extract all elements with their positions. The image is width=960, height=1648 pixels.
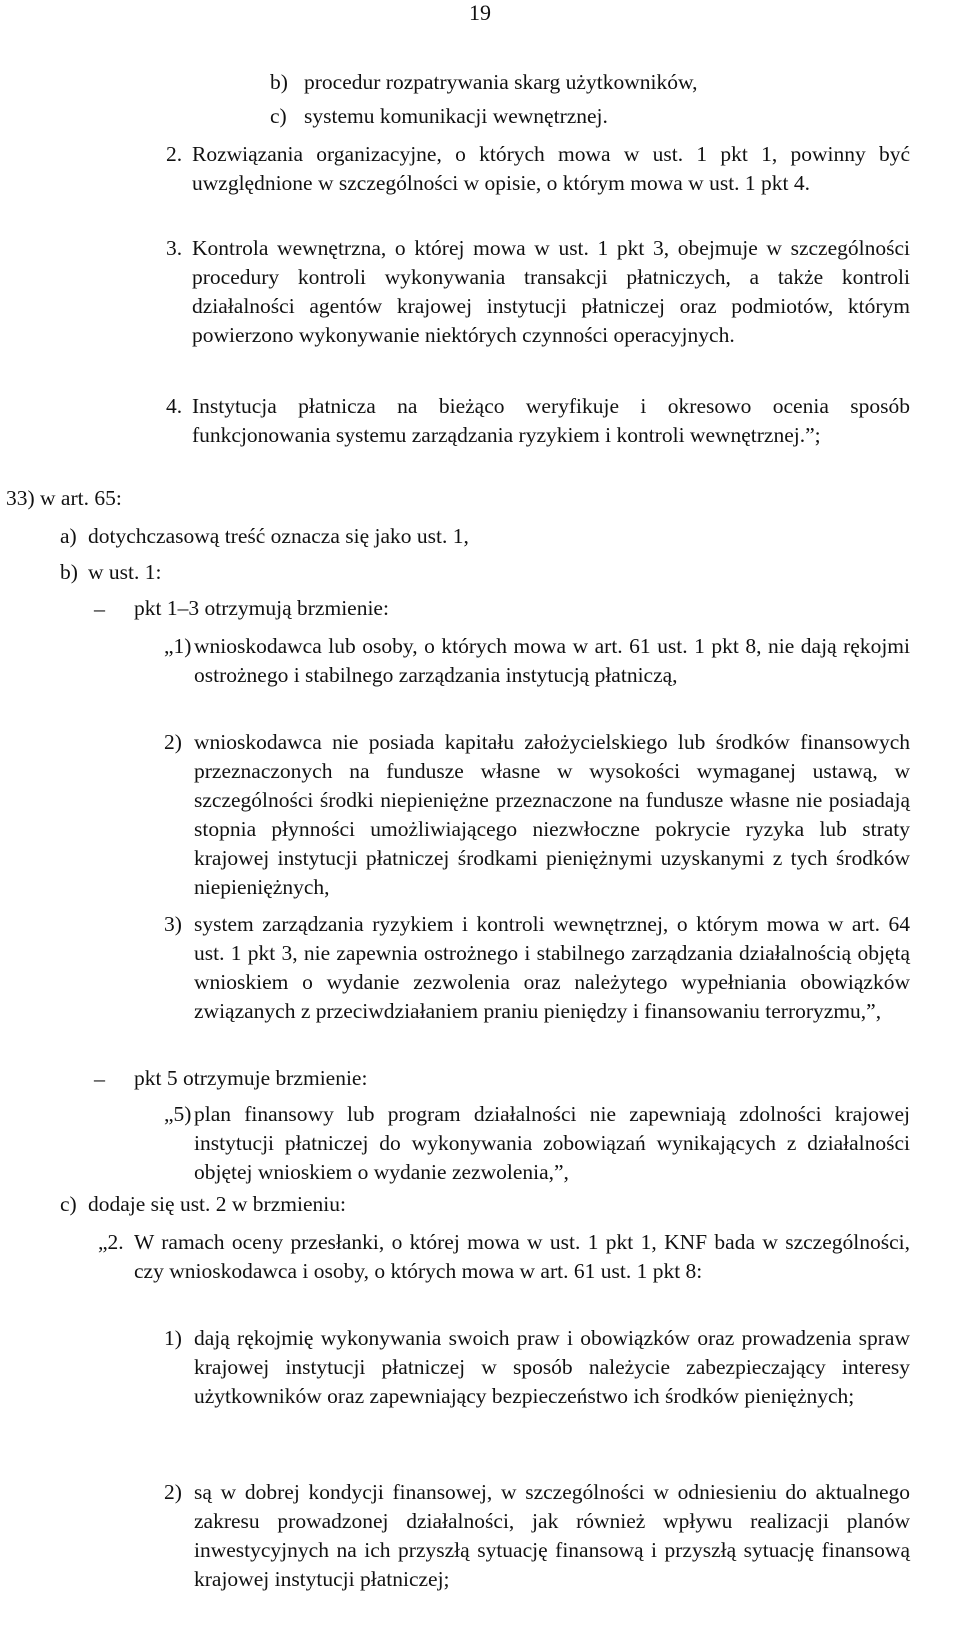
point-label: 2) xyxy=(164,730,182,754)
item-text: procedur rozpatrywania skarg użytkowników, xyxy=(304,70,698,94)
point-label: 3) xyxy=(164,912,182,936)
point-label: „1) xyxy=(164,634,192,658)
item-33-heading: 33) w art. 65: xyxy=(6,486,122,510)
paragraph-text: W ramach oceny przesłanki, o której mowa w ust. 1 pkt 1, KNF bada w szczególności, czy wnioskodawca i osoby, o których mowa w art. 61 ust. 1 pkt 8: xyxy=(134,1230,910,1283)
point-text: system zarządzania ryzykiem i kontroli wewnętrznej, o którym mowa w art. 64 ust. 1 pkt 3, nie zapewnia ostrożnego i stabilnego zarządzania działalnością objętą wnioskiem o wydanie zezwolenia oraz należytego wypełniania obowiązków związanych z przeciwdziałaniem praniu pieniędzy i finansowaniu terroryzmu,”, xyxy=(194,912,910,1023)
point-label: 2) xyxy=(164,1480,182,1504)
paragraph-text: Instytucja płatnicza na bieżąco weryfikuje i okresowo ocenia sposób funkcjonowania systemu zarządzania ryzykiem i kontroli wewnętrznej.”; xyxy=(192,394,910,447)
point-text: plan finansowy lub program działalności nie zapewniają zdolności krajowej instytucji płatniczej do wykonywania zobowiązań wynikających z działalności objętej wnioskiem o wydanie zezwolenia,”, xyxy=(194,1102,910,1184)
point-label: 1) xyxy=(164,1326,182,1350)
item-text: dodaje się ust. 2 w brzmieniu: xyxy=(88,1192,346,1216)
dash-symbol: – xyxy=(94,1066,105,1091)
paragraph-number: 4. xyxy=(166,394,183,418)
paragraph-number: „2. xyxy=(98,1230,124,1254)
item-text: systemu komunikacji wewnętrznej. xyxy=(304,104,608,128)
item-text: w ust. 1: xyxy=(88,560,162,584)
dash-text: pkt 5 otrzymuje brzmienie: xyxy=(134,1066,368,1090)
paragraph-text: Rozwiązania organizacyjne, o których mowa w ust. 1 pkt 1, powinny być uwzględnione w szczególności w opisie, o którym mowa w ust. 1 pkt 4. xyxy=(192,142,910,195)
point-text: są w dobrej kondycji finansowej, w szczególności w odniesieniu do aktualnego zakresu prowadzonej działalności, jak również wpływu realizacji planów inwestycyjnych na ich przyszłą sytuację finansową i przyszłą sytuację finansową krajowej instytucji płatniczej; xyxy=(194,1480,910,1591)
item-text: dotychczasową treść oznacza się jako ust. 1, xyxy=(88,524,469,548)
item-label: a) xyxy=(60,524,77,548)
point-text: wnioskodawca lub osoby, o których mowa w art. 61 ust. 1 pkt 8, nie dają rękojmi ostrożnego i stabilnego zarządzania instytucją płatniczą, xyxy=(194,634,910,687)
dash-text: pkt 1–3 otrzymują brzmienie: xyxy=(134,596,389,620)
dash-symbol: – xyxy=(94,596,105,621)
paragraph-text: Kontrola wewnętrzna, o której mowa w ust. 1 pkt 3, obejmuje w szczególności procedury kontroli wykonywania transakcji płatniczych, a także kontroli działalności agentów krajowej instytucji płatniczej oraz podmiotów, którym powierzono wykonywanie niektórych czynności operacyjnych. xyxy=(192,236,910,347)
item-label: b) xyxy=(60,560,78,584)
item-label: b) xyxy=(270,70,288,94)
point-label: „5) xyxy=(164,1102,192,1126)
point-text: dają rękojmię wykonywania swoich praw i obowiązków oraz prowadzenia spraw krajowej instytucji płatniczej w sposób należycie zabezpieczający interesy użytkowników oraz zapewniający bezpieczeństwo ich środków pieniężnych; xyxy=(194,1326,910,1408)
item-label: c) xyxy=(270,104,287,128)
paragraph-number: 2. xyxy=(166,142,183,166)
page-number: 19 xyxy=(469,0,491,25)
paragraph-number: 3. xyxy=(166,236,183,260)
point-text: wnioskodawca nie posiada kapitału założycielskiego lub środków finansowych przeznaczonych na fundusze własne w wysokości wymaganej ustawą, w szczególności środki niepieniężne przeznaczone na fundusze własne nie posiadają stopnia płynności umożliwiającego niezwłoczne pokrycie ryzyka lub straty krajowej instytucji płatniczej środkami pieniężnymi uzyskanymi z tych środków niepieniężnych, xyxy=(194,730,910,899)
item-label: c) xyxy=(60,1192,77,1216)
